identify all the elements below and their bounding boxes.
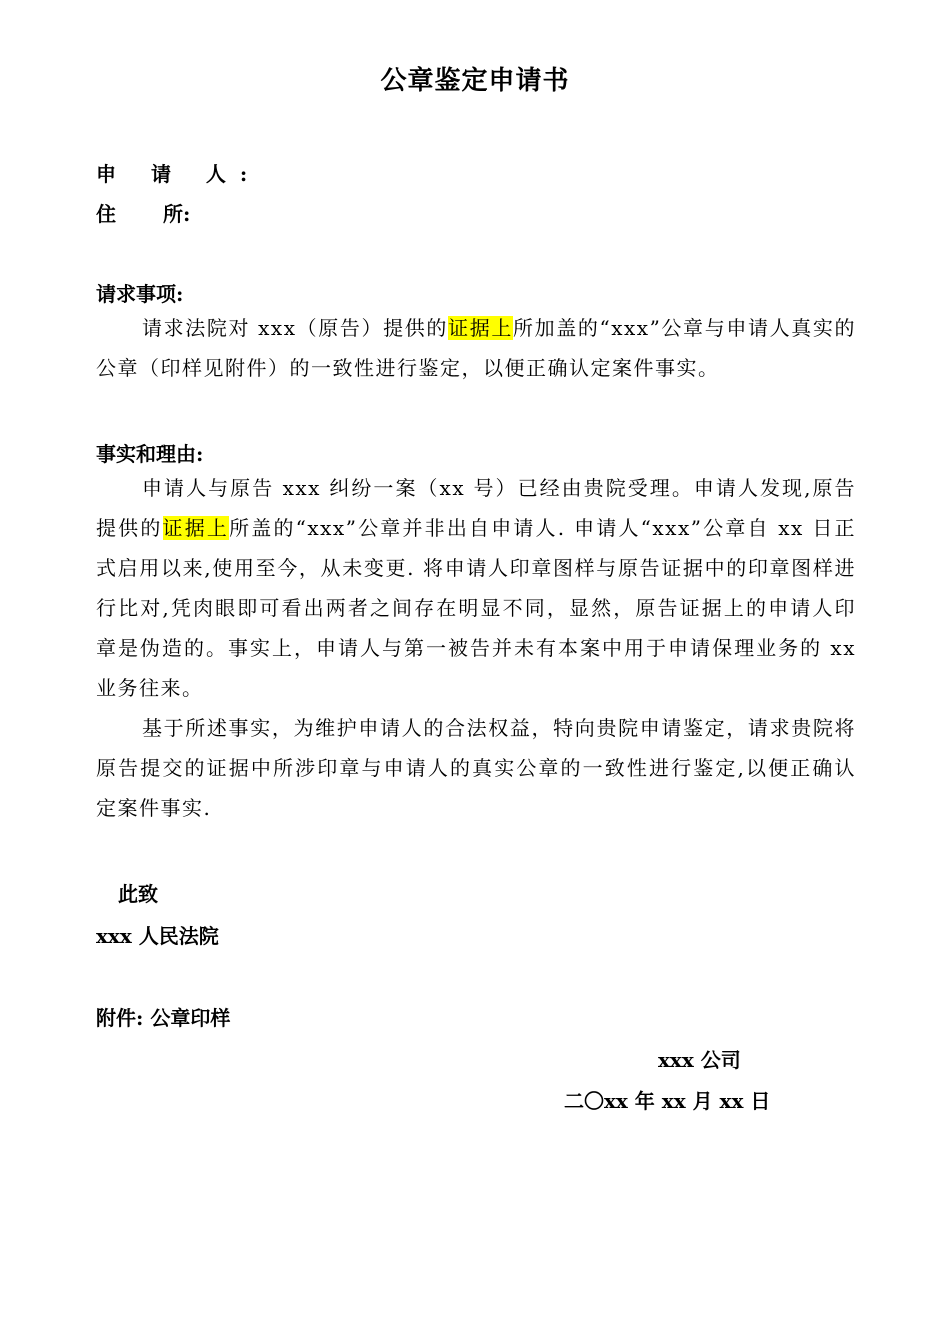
applicant-label: 申 请 人:	[96, 162, 262, 186]
applicant-field	[96, 158, 261, 187]
request-text-post: 所加盖的“xxx”公章与申请人真实的公章（印样见附件）的一致性进行鉴定，以便正确认定案件事实。	[96, 316, 856, 380]
address-field	[96, 198, 190, 227]
facts-paragraph-2: 基于所述事实，为维护申请人的合法权益，特向贵院申请鉴定，请求贵院将原告提交的证据中所涉印章与申请人的真实公章的一致性进行鉴定,以便正确认定案件事实.	[96, 716, 856, 820]
request-heading: 请求事项:	[96, 282, 184, 306]
company-name: xxx 公司	[658, 1048, 741, 1072]
facts-text-pre: 申请人与原告 xxx 纠纷一案（xx 号）已经由贵院受理。申请人发现,原告提供的	[96, 476, 856, 540]
facts-highlight: 证据上	[162, 516, 230, 540]
facts-heading: 事实和理由:	[96, 442, 204, 466]
request-highlight: 证据上	[448, 316, 513, 340]
closing-text: 此致	[118, 882, 158, 906]
address-label: 住 所:	[96, 202, 191, 226]
document-date: 二〇xx 年 xx 月 xx 日	[564, 1089, 771, 1113]
document-title: 公章鉴定申请书	[380, 66, 570, 96]
request-text-pre: 请求法院对 xxx（原告）提供的	[142, 316, 449, 340]
court-name: xxx 人民法院	[96, 924, 219, 948]
facts-paragraph-1	[96, 468, 856, 708]
request-paragraph	[96, 308, 856, 388]
attachment-line: 附件: 公章印样	[96, 1006, 231, 1030]
facts-text-post: 所盖的“xxx”公章并非出自申请人. 申请人“xxx”公章自 xx 日正式启用以来,使用至今，从未变更. 将申请人印章图样与原告证据中的印章图样进行比对,凭肉眼即可看出两者之间存在明显不同，显然，原告证据上的申请人印章是伪造的。事实上，申请人与第一被告并未有本案中用于申请保理业务的 xx 业务往来。	[96, 516, 857, 700]
